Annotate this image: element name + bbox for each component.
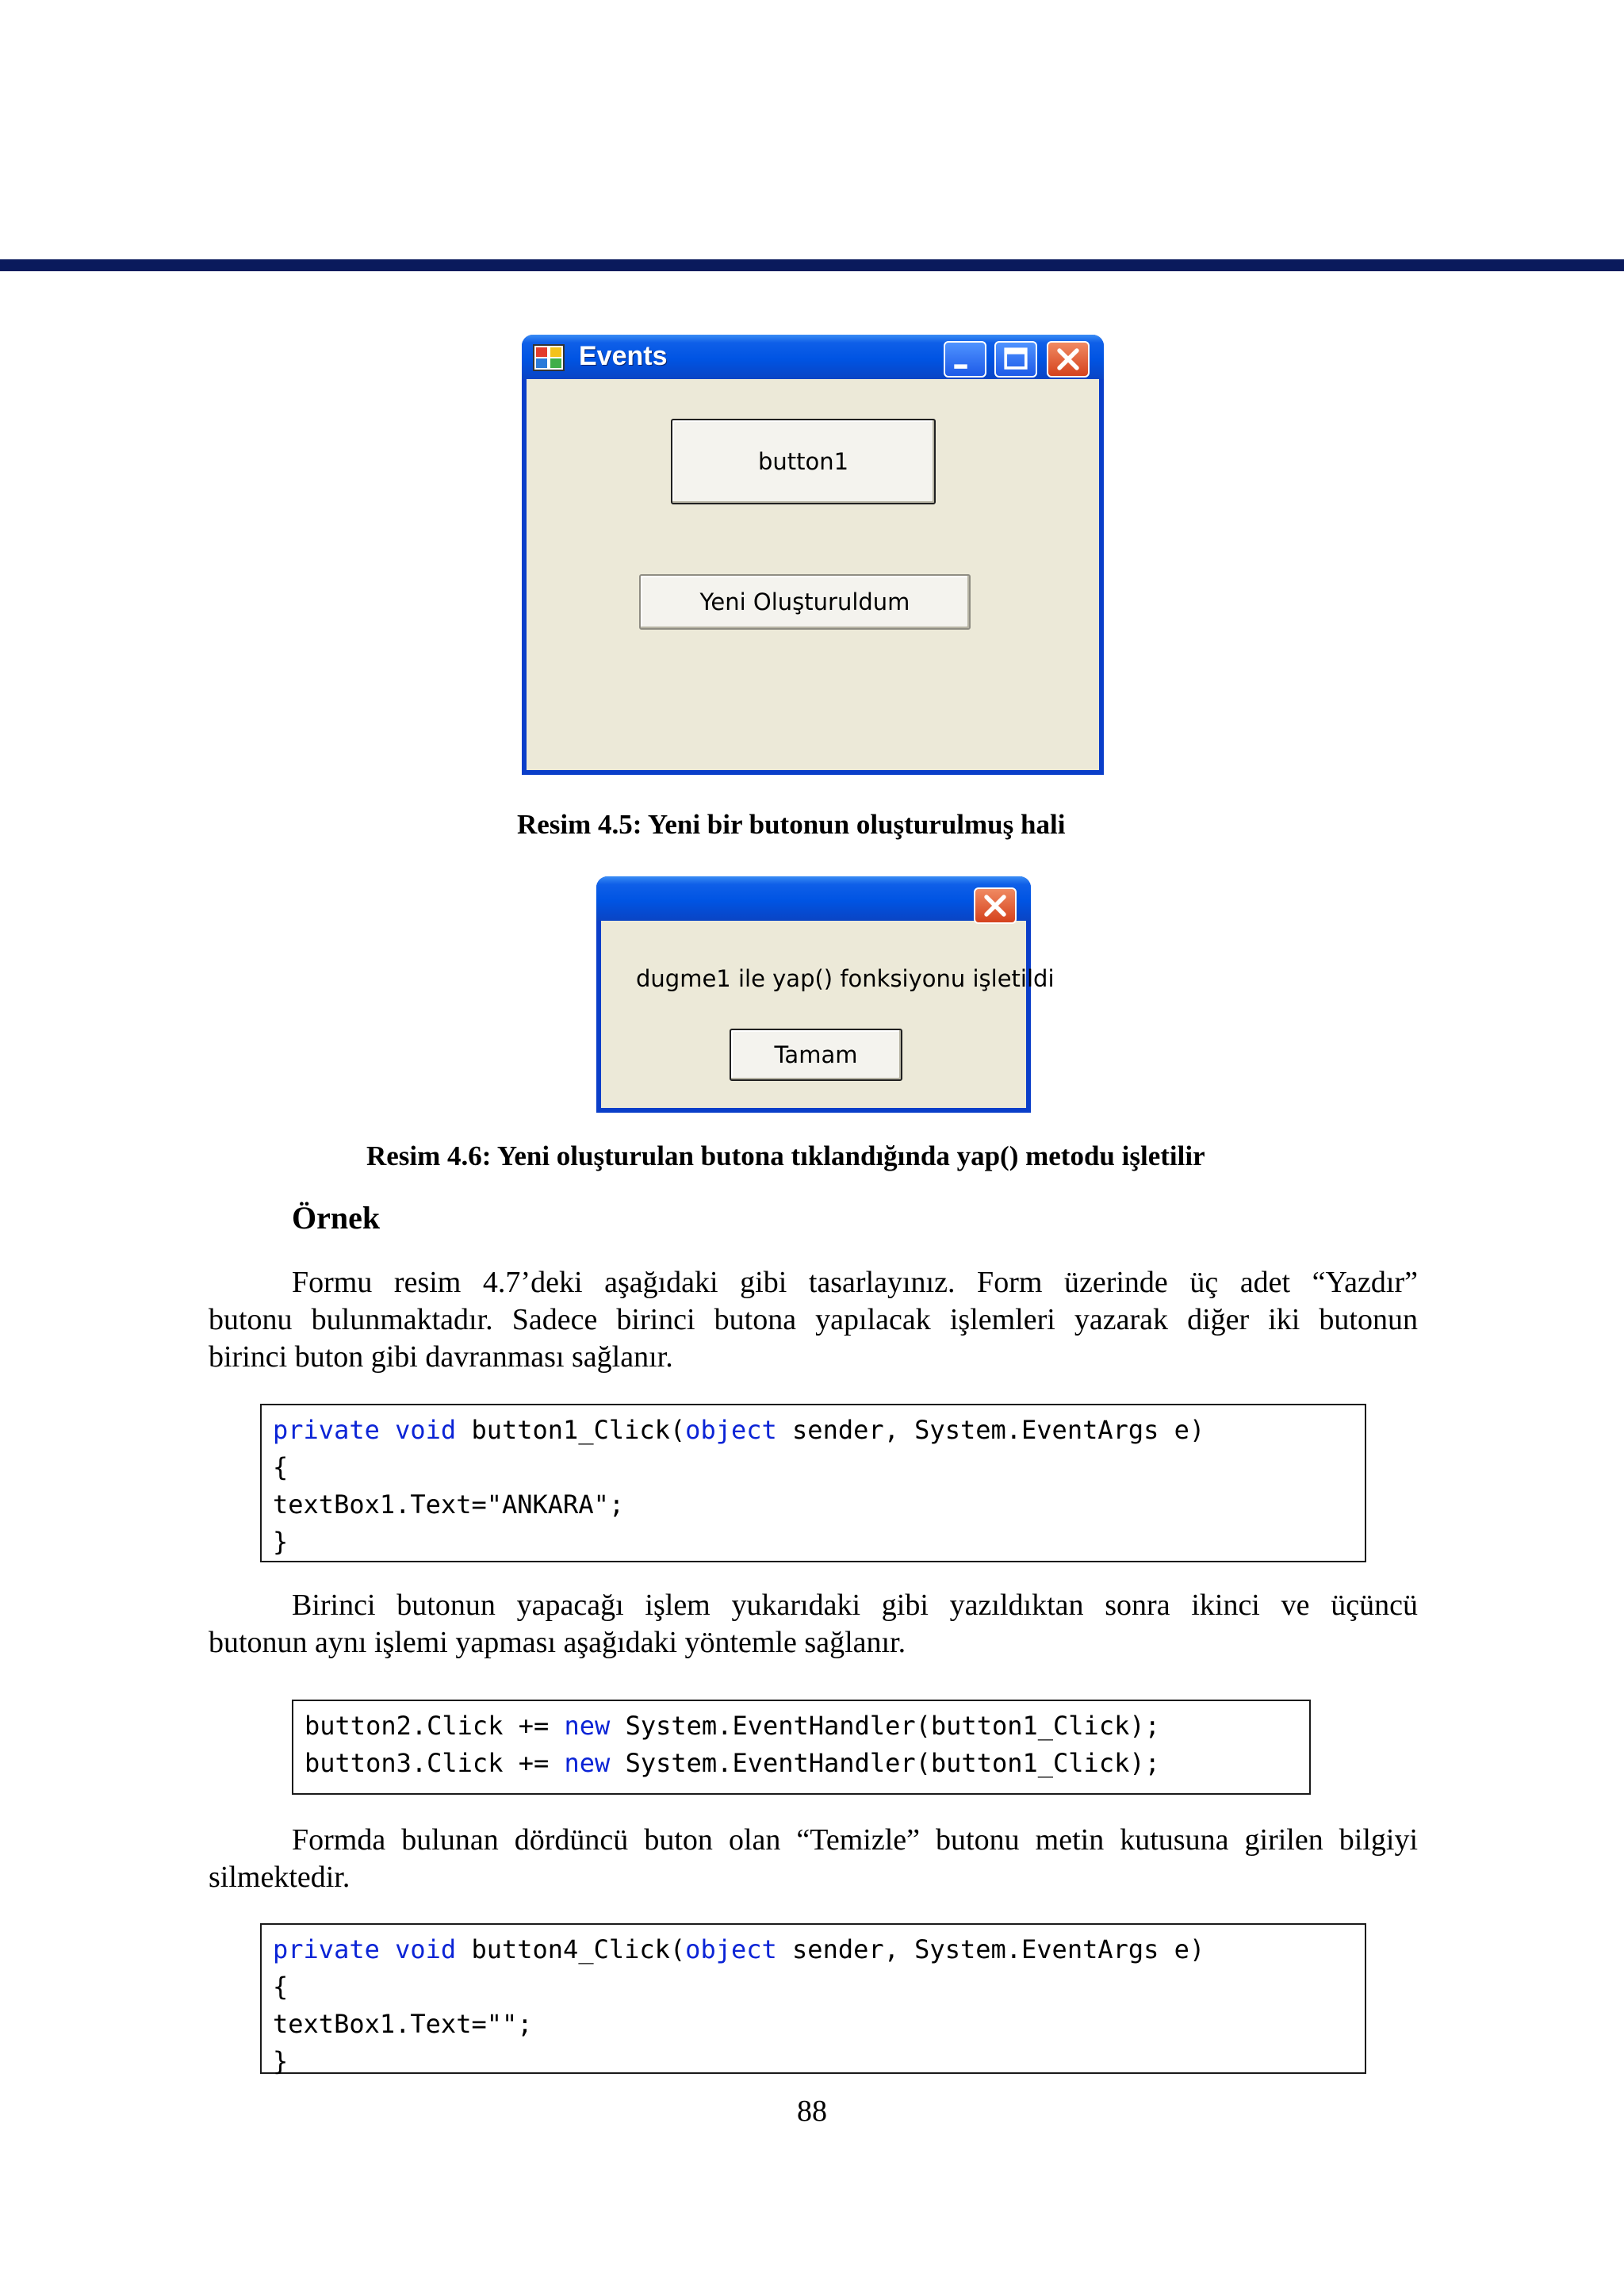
text-line: butonun aynı işlemi yapması aşağıdaki yöntemle sağlanır. bbox=[209, 1626, 906, 1659]
text-line: Birinci butonun yapacağı işlem yukarıdaki gibi yazıldıktan sonra ikinci ve üçüncü bbox=[292, 1589, 1418, 1622]
minimize-button[interactable] bbox=[944, 341, 986, 378]
text-line: silmektedir. bbox=[209, 1861, 350, 1894]
title-bar[interactable] bbox=[522, 335, 1104, 379]
events-window bbox=[522, 335, 1104, 775]
paragraph-3 bbox=[209, 1822, 1418, 1896]
code-block-1 bbox=[260, 1404, 1366, 1562]
application-icon bbox=[533, 344, 565, 371]
figure-caption-4-6: Resim 4.6: Yeni oluşturulan butona tıklandığında yap() metodu işletilir bbox=[366, 1140, 1205, 1171]
text-line: Formda bulunan dördüncü buton olan “Temizle” butonu metin kutusuna girilen bilgiyi bbox=[292, 1823, 1418, 1857]
code-line: { bbox=[273, 1452, 289, 1482]
code-block-3 bbox=[260, 1923, 1366, 2074]
window-title: Events bbox=[579, 341, 668, 371]
dialog-message: dugme1 ile yap() fonksiyonu işletildi bbox=[636, 965, 1055, 992]
message-dialog bbox=[596, 876, 1055, 1113]
code-line: textBox1.Text="ANKARA"; bbox=[273, 1489, 625, 1520]
code-line: button3.Click += new System.EventHandler(button1_Click); bbox=[304, 1748, 1160, 1778]
code-line: textBox1.Text=""; bbox=[273, 2009, 533, 2039]
ok-button[interactable]: Tamam bbox=[730, 1029, 902, 1081]
yeni-olusturuldum-button[interactable]: Yeni Oluşturuldum bbox=[639, 574, 971, 630]
paragraph-1 bbox=[209, 1264, 1418, 1376]
code-line: private void button1_Click(object sender, System.EventArgs e) bbox=[273, 1415, 1205, 1445]
section-heading: Örnek bbox=[292, 1200, 381, 1236]
code-line: private void button4_Click(object sender, System.EventArgs e) bbox=[273, 1934, 1205, 1964]
code-line: } bbox=[273, 2046, 289, 2076]
dialog-close-button[interactable] bbox=[974, 887, 1017, 924]
minimize-icon bbox=[945, 343, 985, 376]
close-icon bbox=[1048, 343, 1088, 376]
button1[interactable]: button1 bbox=[671, 419, 936, 504]
text-line: butonu bulunmaktadır. Sadece birinci butona yapılacak işlemleri yazarak diğer iki butonun bbox=[209, 1303, 1418, 1336]
code-block-2 bbox=[292, 1700, 1311, 1795]
maximize-button[interactable] bbox=[994, 341, 1037, 378]
text-line: Formu resim 4.7’deki aşağıdaki gibi tasarlayınız. Form üzerinde üç adet “Yazdır” bbox=[292, 1266, 1418, 1299]
figure-caption-4-5: Resim 4.5: Yeni bir butonun oluşturulmuş hali bbox=[517, 809, 1066, 840]
code-line: } bbox=[273, 1527, 289, 1557]
page-number: 88 bbox=[797, 2095, 827, 2128]
header-rule bbox=[0, 259, 1624, 271]
code-line: { bbox=[273, 1972, 289, 2002]
code-line: button2.Click += new System.EventHandler(button1_Click); bbox=[304, 1711, 1160, 1741]
paragraph-2 bbox=[209, 1587, 1418, 1662]
close-icon bbox=[975, 889, 1015, 922]
dialog-title-bar[interactable] bbox=[596, 876, 1031, 921]
maximize-icon bbox=[996, 343, 1036, 376]
text-line: birinci buton gibi davranması sağlanır. bbox=[209, 1340, 673, 1374]
close-button[interactable] bbox=[1047, 341, 1090, 378]
